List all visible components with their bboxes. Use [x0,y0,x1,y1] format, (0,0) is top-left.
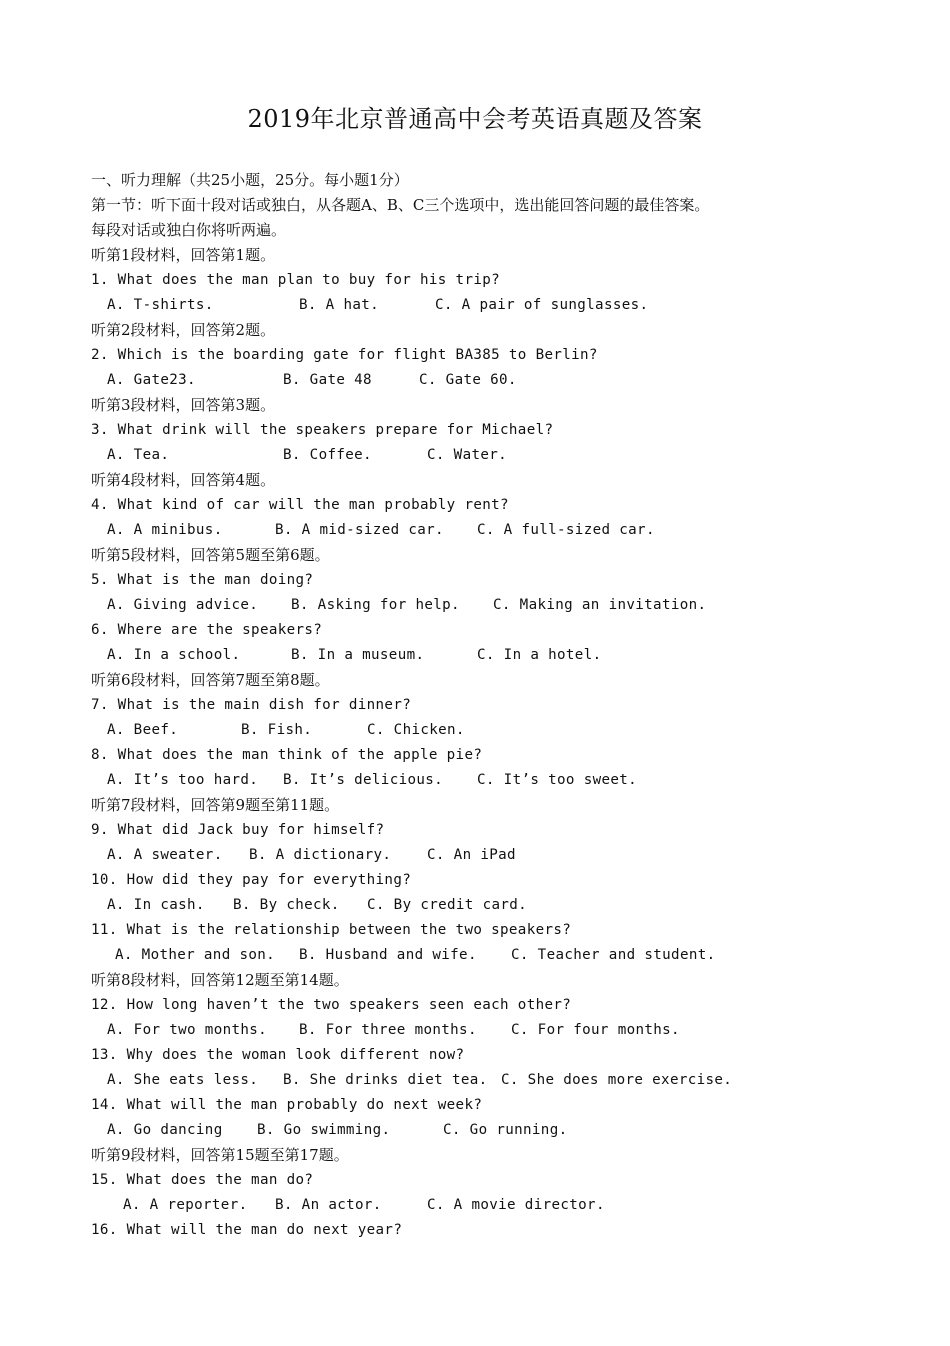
question-list [91,243,911,1243]
answer-options [91,518,911,543]
option-a: A. Tea. [107,447,170,463]
answer-options [91,718,911,743]
option-b: B. Husband and wife. [299,947,477,963]
option-c: C. An iPad [427,847,516,863]
question-text: 7. What is the main dish for dinner? [91,697,412,713]
question-text: 10. How did they pay for everything? [91,872,412,888]
option-c: C. A movie director. [427,1197,605,1213]
material-instruction: 听第6段材料，回答第7题至第8题。 [91,671,330,689]
option-b: B. Coffee. [283,447,372,463]
option-a: A. A reporter. [123,1197,248,1213]
question-text: 2. Which is the boarding gate for flight BA385 to Berlin? [91,347,598,363]
option-b: B. She drinks diet tea. [283,1072,488,1088]
option-b: B. Fish. [241,722,313,738]
section-heading: 一、听力理解（共25小题，25分。每小题1分） [91,171,409,189]
option-c: C. Making an invitation. [493,597,707,613]
option-a: A. In a school. [107,647,241,663]
answer-options [91,893,911,918]
option-a: A. Go dancing [107,1122,223,1138]
option-c: C. Water. [427,447,508,463]
material-instruction: 听第7段材料，回答第9题至第11题。 [91,796,340,814]
option-c: C. It’s too sweet. [477,772,638,788]
option-c: C. Gate 60. [419,372,517,388]
option-b: B. Go swimming. [257,1122,391,1138]
option-a: A. For two months. [107,1022,268,1038]
option-b: B. Asking for help. [291,597,460,613]
material-instruction: 听第4段材料，回答第4题。 [91,471,276,489]
material-instruction: 听第2段材料，回答第2题。 [91,321,276,339]
answer-options [91,1018,911,1043]
option-a: A. A sweater. [107,847,223,863]
option-a: A. It’s too hard. [107,772,259,788]
question-text: 13. Why does the woman look different now? [91,1047,465,1063]
material-instruction: 听第8段材料，回答第12题至第14题。 [91,971,349,989]
document-body [91,168,911,1243]
question-text: 12. How long haven’t the two speakers seen each other? [91,997,572,1013]
option-b: B. A hat. [299,297,380,313]
question-text: 6. Where are the speakers? [91,622,323,638]
answer-options [91,1118,911,1143]
option-a: A. In cash. [107,897,205,913]
question-text: 16. What will the man do next year? [91,1222,403,1238]
option-c: C. For four months. [511,1022,680,1038]
option-a: A. Mother and son. [115,947,276,963]
material-instruction: 听第9段材料，回答第15题至第17题。 [91,1146,349,1164]
question-text: 15. What does the man do? [91,1172,314,1188]
option-b: B. By check. [233,897,340,913]
answer-options [91,443,911,468]
answer-options [91,643,911,668]
option-b: B. It’s delicious. [283,772,444,788]
option-a: A. Gate23. [107,372,196,388]
material-instruction: 听第5段材料，回答第5题至第6题。 [91,546,330,564]
option-b: B. Gate 48 [283,372,372,388]
question-text: 5. What is the man doing? [91,572,314,588]
page-title: 2019年北京普通高中会考英语真题及答案 [247,105,703,133]
option-b: B. A mid-sized car. [275,522,444,538]
option-a: A. Beef. [107,722,179,738]
option-c: C. A full-sized car. [477,522,655,538]
option-a: A. A minibus. [107,522,223,538]
option-c: C. By credit card. [367,897,528,913]
option-b: B. A dictionary. [249,847,392,863]
option-c: C. She does more exercise. [501,1072,733,1088]
material-instruction: 听第3段材料，回答第3题。 [91,396,276,414]
option-a: A. She eats less. [107,1072,259,1088]
option-c: C. Teacher and student. [511,947,716,963]
answer-options [91,843,911,868]
answer-options [91,293,911,318]
answer-options [91,593,911,618]
option-b: B. In a museum. [291,647,425,663]
question-text: 11. What is the relationship between the two speakers? [91,922,572,938]
option-a: A. Giving advice. [107,597,259,613]
answer-options [91,1193,911,1218]
option-c: C. Go running. [443,1122,568,1138]
option-b: B. An actor. [275,1197,382,1213]
question-text: 3. What drink will the speakers prepare for Michael? [91,422,554,438]
question-text: 14. What will the man probably do next week? [91,1097,483,1113]
question-text: 8. What does the man think of the apple pie? [91,747,483,763]
option-c: C. A pair of sunglasses. [435,297,649,313]
answer-options [91,1068,911,1093]
option-b: B. For three months. [299,1022,477,1038]
answer-options [91,768,911,793]
question-text: 1. What does the man plan to buy for his trip? [91,272,501,288]
part-note: 每段对话或独白你将听两遍。 [91,221,287,239]
part-intro: 第一节：听下面十段对话或独白，从各题A、B、C三个选项中，选出能回答问题的最佳答案。 [91,196,710,214]
option-c: C. In a hotel. [477,647,602,663]
answer-options [91,368,911,393]
question-text: 9. What did Jack buy for himself? [91,822,385,838]
option-a: A. T-shirts. [107,297,214,313]
question-text: 4. What kind of car will the man probably rent? [91,497,509,513]
option-c: C. Chicken. [367,722,465,738]
material-instruction: 听第1段材料，回答第1题。 [91,246,276,264]
answer-options [91,943,911,968]
